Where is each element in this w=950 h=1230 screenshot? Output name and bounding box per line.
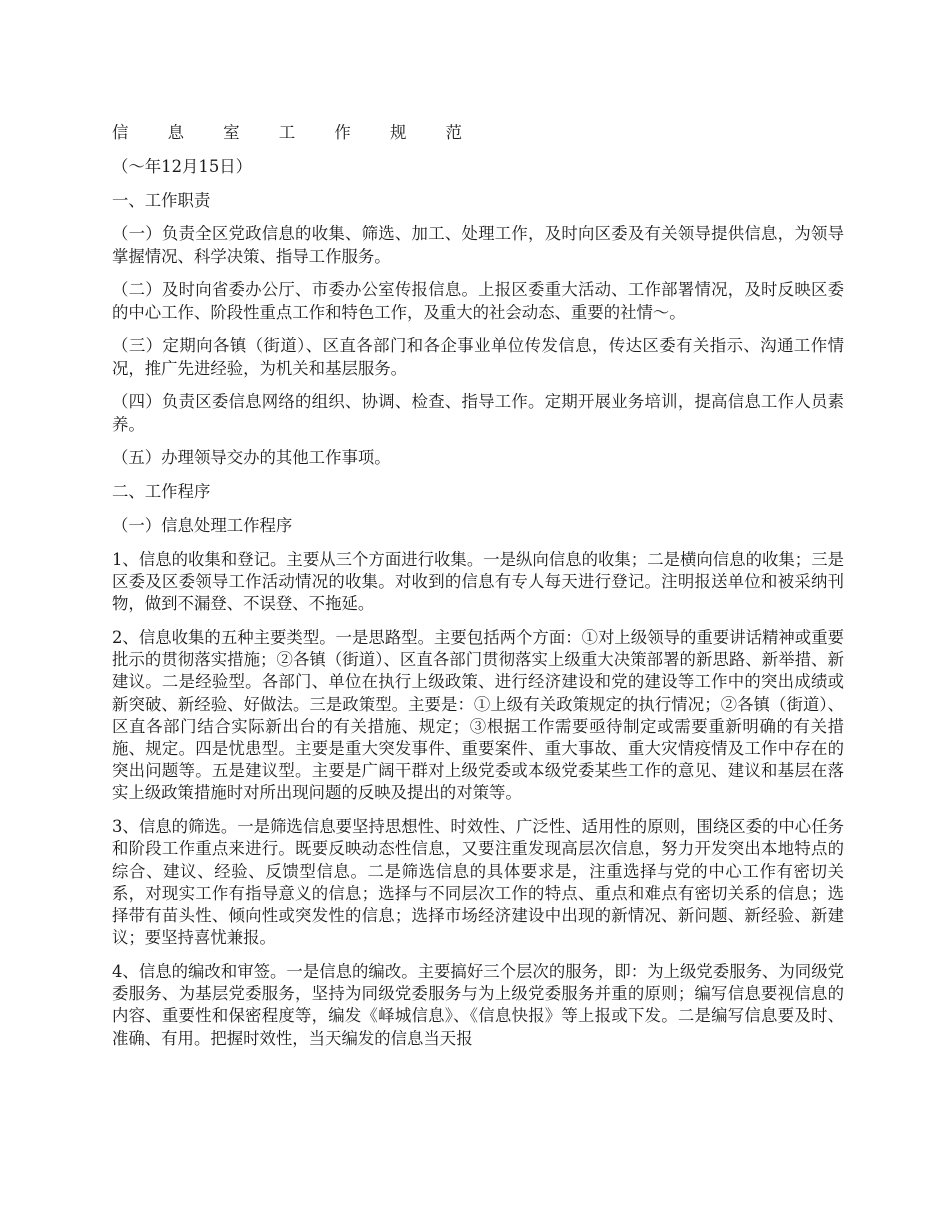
procedure-paragraph: 3、信息的筛选。一是筛选信息要坚持思想性、时效性、广泛性、适用性的原则，围绕区委的中心任务和阶段工作重点来进行。既要反映动态性信息，又要注重发现高层次信息，努力开发突出本地特点的综合、建议、经验、反馈型信息。二是筛选信息的具体要求是，注重选择与党的中心工作有密切关系，对现实工作有指导意义的信息；选择与不同层次工作的特点、重点和难点有密切关系的信息；选择带有苗头性、倾向性或突发性的信息；选择市场经济建设中出现的新情况、新问题、新经验、新建议；要坚持喜忧兼报。	[112, 817, 844, 948]
duty-paragraph: （四）负责区委信息网络的组织、协调、检查、指导工作。定期开展业务培训，提高信息工作人员素养。	[112, 392, 844, 434]
duty-paragraph: （三）定期向各镇（街道）、区直各部门和各企事业单位传发信息，传达区委有关指示、沟通工作情况，推广先进经验，为机关和基层服务。	[112, 336, 844, 378]
procedure-paragraph: 4、信息的编改和审签。一是信息的编改。主要搞好三个层次的服务，即：为上级党委服务、为同级党委服务、为基层党委服务，坚持为同级党委服务与为上级党委服务并重的原则；编写信息要视信息的内容、重要性和保密程度等，编发《峄城信息》、《信息快报》等上报或下发。二是编写信息要及时、准确、有用。把握时效性，当天编发的信息当天报	[112, 962, 844, 1048]
document-title: 信 息 室 工 作 规 范	[112, 123, 479, 142]
section-heading-duties: 一、工作职责	[112, 190, 211, 210]
procedure-paragraph: 2、信息收集的五种主要类型。一是思路型。主要包括两个方面：①对上级领导的重要讲话精神或重要批示的贯彻落实措施；②各镇（街道）、区直各部门贯彻落实上级重大决策部署的新思路、新举措、新建议。二是经验型。各部门、单位在执行上级政策、进行经济建设和党的建设等工作中的突出成绩或新突破、新经验、好做法。三是政策型。主要是：①上级有关政策规定的执行情况；②各镇（街道）、区直各部门结合实际新出台的有关措施、规定；③根据工作需要亟待制定或需要重新明确的有关措施、规定。四是忧患型。主要是重大突发事件、重要案件、重大事故、重大灾情疫情及工作中存在的突出问题等。五是建议型。主要是广阔干群对上级党委或本级党委某些工作的意见、建议和基层在落实上级政策措施时对所出现问题的反映及提出的对策等。	[112, 627, 844, 803]
document-body	[112, 122, 844, 1061]
subsection-heading: （一）信息处理工作程序	[112, 515, 293, 535]
section-heading-procedures: 二、工作程序	[112, 482, 211, 502]
duty-paragraph: （一）负责全区党政信息的收集、筛选、加工、处理工作，及时向区委及有关领导提供信息，为领导掌握情况、科学决策、指导工作服务。	[112, 224, 844, 266]
duty-paragraph: （五）办理领导交办的其他工作事项。	[112, 448, 391, 468]
document-date: （～年12月15日）	[112, 156, 253, 176]
procedure-paragraph: 1、信息的收集和登记。主要从三个方面进行收集。一是纵向信息的收集；二是横向信息的收集；三是区委及区委领导工作活动情况的收集。对收到的信息有专人每天进行登记。注明报送单位和被采纳刊物，做到不漏登、不误登、不拖延。	[112, 549, 844, 614]
duty-paragraph: （二）及时向省委办公厅、市委办公室传报信息。上报区委重大活动、工作部署情况，及时反映区委的中心工作、阶段性重点工作和特色工作，及重大的社会动态、重要的社情～。	[112, 280, 844, 322]
